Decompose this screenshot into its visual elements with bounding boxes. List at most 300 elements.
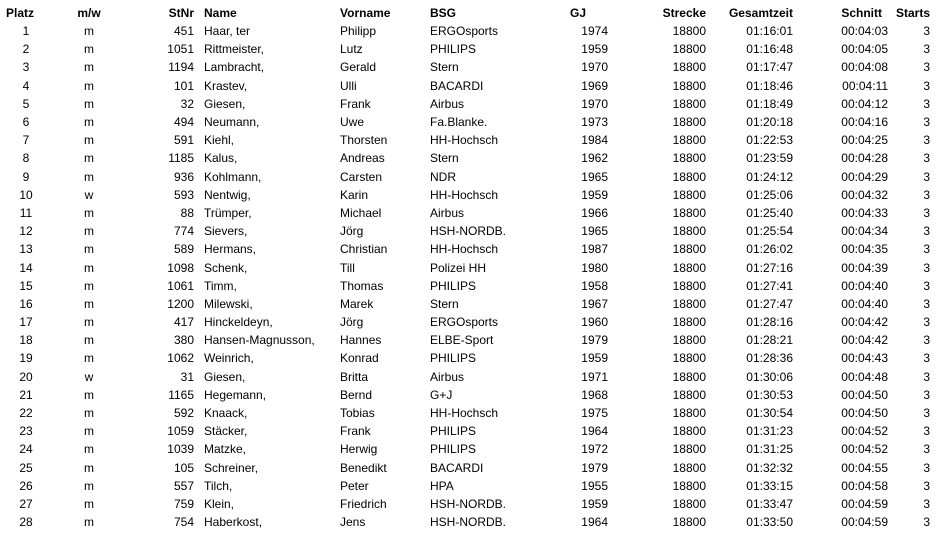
cell-vorname: Konrad xyxy=(340,351,379,366)
cell-vorname: Jörg xyxy=(340,315,364,330)
cell-vorname: Herwig xyxy=(340,442,378,457)
cell-strecke: 18800 xyxy=(672,478,706,493)
cell-stnr: 494 xyxy=(173,115,194,130)
cell-stnr: 1061 xyxy=(167,278,194,293)
cell-schnitt: 00:04:34 xyxy=(841,224,888,239)
table-row xyxy=(0,95,936,113)
table-row xyxy=(0,168,936,186)
header-row xyxy=(0,4,936,22)
cell-bsg: Airbus xyxy=(430,205,465,220)
cell-gesamtzeit: 01:26:02 xyxy=(746,242,793,257)
cell-strecke: 18800 xyxy=(672,351,706,366)
cell-stnr: 1165 xyxy=(168,387,194,402)
cell-vorname: Bernd xyxy=(340,387,373,402)
cell-gj: 1966 xyxy=(581,205,608,220)
cell-gj: 1972 xyxy=(581,442,608,457)
cell-mw: m xyxy=(84,133,94,148)
cell-stnr: 417 xyxy=(173,315,194,330)
cell-mw: m xyxy=(84,496,94,511)
cell-platz: 17 xyxy=(19,315,33,330)
cell-name: Knaack, xyxy=(204,406,248,421)
cell-name: Rittmeister, xyxy=(204,42,265,57)
cell-strecke: 18800 xyxy=(672,296,706,311)
col-header-vorname: Vorname xyxy=(340,6,391,20)
cell-gesamtzeit: 01:22:53 xyxy=(746,133,793,148)
cell-schnitt: 00:04:58 xyxy=(841,478,888,493)
cell-mw: m xyxy=(84,260,94,275)
cell-bsg: Polizei HH xyxy=(430,260,487,275)
cell-name: Stäcker, xyxy=(204,424,248,439)
cell-strecke: 18800 xyxy=(672,406,706,421)
cell-platz: 6 xyxy=(22,115,30,130)
table-row xyxy=(0,131,936,149)
cell-mw: m xyxy=(84,478,94,493)
cell-platz: 7 xyxy=(22,133,30,148)
cell-starts: 3 xyxy=(923,387,930,402)
cell-mw: w xyxy=(84,369,94,384)
cell-starts: 3 xyxy=(923,78,930,93)
cell-starts: 3 xyxy=(923,351,930,366)
cell-vorname: Frank xyxy=(340,424,371,439)
cell-strecke: 18800 xyxy=(672,60,706,75)
cell-mw: w xyxy=(84,187,94,202)
cell-stnr: 1194 xyxy=(168,60,194,75)
cell-mw: m xyxy=(84,96,94,111)
cell-bsg: G+J xyxy=(430,387,453,402)
cell-stnr: 557 xyxy=(173,478,194,493)
cell-gj: 1967 xyxy=(581,296,608,311)
table-row xyxy=(0,477,936,495)
cell-spacer xyxy=(194,22,204,40)
cell-spacer xyxy=(194,222,204,240)
col-header-gj: GJ xyxy=(569,6,586,20)
cell-name: Lambracht, xyxy=(204,60,265,75)
cell-bsg: Stern xyxy=(430,60,459,75)
cell-gj: 1959 xyxy=(581,496,608,511)
cell-gesamtzeit: 01:30:06 xyxy=(746,369,793,384)
cell-spacer xyxy=(194,513,204,531)
cell-gj: 1964 xyxy=(581,424,608,439)
cell-schnitt: 00:04:32 xyxy=(841,187,888,202)
cell-spacer xyxy=(194,495,204,513)
cell-spacer xyxy=(194,440,204,458)
cell-schnitt: 00:04:43 xyxy=(841,351,888,366)
cell-starts: 3 xyxy=(923,333,930,348)
cell-platz: 3 xyxy=(22,60,30,75)
cell-starts: 3 xyxy=(923,151,930,166)
cell-starts: 3 xyxy=(923,242,930,257)
cell-name: Krastev, xyxy=(204,78,248,93)
cell-stnr: 589 xyxy=(173,242,194,257)
cell-strecke: 18800 xyxy=(672,205,706,220)
cell-mw: m xyxy=(84,278,94,293)
cell-vorname: Carsten xyxy=(340,169,383,184)
cell-schnitt: 00:04:33 xyxy=(841,205,888,220)
table-row xyxy=(0,40,936,58)
cell-bsg: PHILIPS xyxy=(430,42,477,57)
cell-bsg: Airbus xyxy=(430,369,465,384)
cell-starts: 3 xyxy=(923,260,930,275)
cell-spacer xyxy=(194,277,204,295)
cell-strecke: 18800 xyxy=(672,278,706,293)
cell-strecke: 18800 xyxy=(672,333,706,348)
cell-strecke: 18800 xyxy=(672,78,706,93)
cell-mw: m xyxy=(84,315,94,330)
table-row xyxy=(0,513,936,531)
cell-strecke: 18800 xyxy=(672,369,706,384)
cell-vorname: Andreas xyxy=(340,151,385,166)
cell-mw: m xyxy=(84,151,94,166)
cell-vorname: Britta xyxy=(340,369,369,384)
cell-gj: 1987 xyxy=(581,242,608,257)
cell-gesamtzeit: 01:31:25 xyxy=(746,442,793,457)
cell-mw: m xyxy=(84,42,94,57)
cell-starts: 3 xyxy=(923,496,930,511)
cell-bsg: HH-Hochsch xyxy=(430,242,499,257)
cell-schnitt: 00:04:16 xyxy=(841,115,888,130)
cell-gesamtzeit: 01:17:47 xyxy=(746,60,793,75)
cell-mw: m xyxy=(84,205,94,220)
cell-name: Tilch, xyxy=(204,478,233,493)
cell-strecke: 18800 xyxy=(672,42,706,57)
cell-name: Haar, ter xyxy=(204,24,251,39)
cell-gj: 1980 xyxy=(581,260,608,275)
cell-gj: 1962 xyxy=(581,151,608,166)
cell-gj: 1955 xyxy=(581,478,608,493)
cell-vorname: Karin xyxy=(340,187,369,202)
cell-name: Matzke, xyxy=(204,442,247,457)
cell-stnr: 451 xyxy=(173,24,194,39)
cell-gesamtzeit: 01:27:47 xyxy=(746,296,793,311)
cell-platz: 18 xyxy=(19,333,33,348)
cell-name: Hinckeldeyn, xyxy=(204,315,273,330)
cell-name: Neumann, xyxy=(204,115,260,130)
cell-bsg: Stern xyxy=(430,296,459,311)
cell-platz: 21 xyxy=(19,387,33,402)
cell-name: Sievers, xyxy=(204,224,248,239)
cell-spacer xyxy=(194,204,204,222)
cell-starts: 3 xyxy=(923,424,930,439)
cell-schnitt: 00:04:08 xyxy=(841,60,888,75)
table-row xyxy=(0,204,936,222)
cell-vorname: Thomas xyxy=(340,278,384,293)
col-header-stnr: StNr xyxy=(168,6,194,20)
col-header-bsg: BSG xyxy=(430,6,457,20)
table-row xyxy=(0,331,936,349)
cell-gj: 1959 xyxy=(581,351,608,366)
cell-gesamtzeit: 01:25:54 xyxy=(746,224,793,239)
cell-gesamtzeit: 01:32:32 xyxy=(746,460,793,475)
cell-schnitt: 00:04:55 xyxy=(841,460,888,475)
cell-schnitt: 00:04:11 xyxy=(842,78,888,93)
cell-gj: 1973 xyxy=(581,115,608,130)
cell-platz: 5 xyxy=(22,96,30,111)
cell-schnitt: 00:04:59 xyxy=(841,496,888,511)
cell-schnitt: 00:04:42 xyxy=(841,333,888,348)
cell-mw: m xyxy=(84,460,94,475)
table-row xyxy=(0,295,936,313)
cell-starts: 3 xyxy=(923,296,930,311)
cell-gj: 1971 xyxy=(581,369,608,384)
cell-bsg: HSH-NORDB. xyxy=(430,515,507,530)
cell-starts: 3 xyxy=(923,315,930,330)
cell-bsg: HSH-NORDB. xyxy=(430,224,507,239)
cell-spacer xyxy=(194,77,204,95)
cell-gesamtzeit: 01:33:15 xyxy=(746,478,793,493)
cell-stnr: 1185 xyxy=(168,151,194,166)
cell-vorname: Philipp xyxy=(340,24,377,39)
cell-spacer xyxy=(194,113,204,131)
cell-schnitt: 00:04:52 xyxy=(841,442,888,457)
cell-name: Kiehl, xyxy=(204,133,235,148)
cell-schnitt: 00:04:25 xyxy=(841,133,888,148)
cell-strecke: 18800 xyxy=(672,424,706,439)
cell-strecke: 18800 xyxy=(672,115,706,130)
cell-stnr: 592 xyxy=(173,406,194,421)
cell-starts: 3 xyxy=(923,278,930,293)
cell-platz: 13 xyxy=(19,242,33,257)
cell-schnitt: 00:04:03 xyxy=(841,24,888,39)
cell-gj: 1969 xyxy=(581,78,608,93)
table-body xyxy=(0,22,936,531)
cell-name: Milewski, xyxy=(204,296,253,311)
cell-gesamtzeit: 01:24:12 xyxy=(746,169,793,184)
cell-stnr: 31 xyxy=(180,369,194,384)
cell-name: Hansen-Magnusson, xyxy=(204,333,315,348)
cell-vorname: Lutz xyxy=(340,42,363,57)
cell-schnitt: 00:04:12 xyxy=(841,96,888,111)
cell-gj: 1984 xyxy=(581,133,608,148)
cell-bsg: PHILIPS xyxy=(430,424,477,439)
cell-vorname: Marek xyxy=(340,296,374,311)
cell-mw: m xyxy=(84,242,94,257)
cell-platz: 11 xyxy=(19,205,33,220)
cell-stnr: 88 xyxy=(180,205,194,220)
cell-gesamtzeit: 01:27:16 xyxy=(746,260,793,275)
cell-starts: 3 xyxy=(923,406,930,421)
cell-mw: m xyxy=(84,406,94,421)
cell-stnr: 593 xyxy=(173,187,194,202)
cell-platz: 23 xyxy=(19,424,33,439)
cell-bsg: ERGOsports xyxy=(430,315,499,330)
cell-platz: 22 xyxy=(19,406,33,421)
cell-starts: 3 xyxy=(923,115,930,130)
cell-platz: 20 xyxy=(19,369,33,384)
cell-platz: 12 xyxy=(19,224,33,239)
table-row xyxy=(0,258,936,276)
cell-schnitt: 00:04:52 xyxy=(841,424,888,439)
cell-gesamtzeit: 01:33:50 xyxy=(746,515,793,530)
cell-gj: 1970 xyxy=(581,96,608,111)
cell-spacer xyxy=(194,58,204,76)
cell-name: Giesen, xyxy=(204,96,246,111)
cell-stnr: 1059 xyxy=(167,424,194,439)
cell-gesamtzeit: 01:28:16 xyxy=(746,315,793,330)
cell-name: Schreiner, xyxy=(204,460,259,475)
cell-mw: m xyxy=(84,442,94,457)
table-row xyxy=(0,386,936,404)
cell-gesamtzeit: 01:18:49 xyxy=(746,96,793,111)
cell-stnr: 591 xyxy=(173,133,194,148)
cell-bsg: BACARDI xyxy=(430,460,484,475)
cell-stnr: 380 xyxy=(173,333,194,348)
col-header-mw: m/w xyxy=(77,6,101,20)
cell-starts: 3 xyxy=(923,24,930,39)
table-row xyxy=(0,459,936,477)
cell-gesamtzeit: 01:31:23 xyxy=(746,424,793,439)
cell-name: Haberkost, xyxy=(204,515,263,530)
cell-stnr: 1200 xyxy=(167,296,194,311)
cell-bsg: Airbus xyxy=(430,96,465,111)
cell-strecke: 18800 xyxy=(672,496,706,511)
cell-name: Klein, xyxy=(204,496,235,511)
cell-gj: 1964 xyxy=(581,515,608,530)
cell-schnitt: 00:04:39 xyxy=(841,260,888,275)
table-row xyxy=(0,186,936,204)
cell-platz: 2 xyxy=(22,42,30,57)
cell-platz: 10 xyxy=(19,187,33,202)
cell-starts: 3 xyxy=(923,460,930,475)
cell-gj: 1958 xyxy=(581,278,608,293)
cell-vorname: Christian xyxy=(340,242,388,257)
cell-bsg: HH-Hochsch xyxy=(430,187,499,202)
table-row xyxy=(0,22,936,40)
table-row xyxy=(0,495,936,513)
cell-strecke: 18800 xyxy=(672,515,706,530)
cell-gj: 1979 xyxy=(581,333,608,348)
col-header-platz: Platz xyxy=(6,6,35,20)
cell-vorname: Frank xyxy=(340,96,371,111)
cell-strecke: 18800 xyxy=(672,187,706,202)
cell-gj: 1970 xyxy=(581,60,608,75)
cell-gesamtzeit: 01:30:53 xyxy=(746,387,793,402)
cell-mw: m xyxy=(84,515,94,530)
col-spacer xyxy=(194,4,204,22)
cell-name: Hegemann, xyxy=(204,387,267,402)
col-header-name: Name xyxy=(204,6,237,20)
table-row xyxy=(0,222,936,240)
cell-vorname: Ulli xyxy=(340,78,357,93)
cell-bsg: ERGOsports xyxy=(430,24,499,39)
col-header-strecke: Strecke xyxy=(662,6,706,20)
cell-stnr: 1039 xyxy=(167,442,194,457)
cell-name: Timm, xyxy=(204,278,237,293)
cell-bsg: BACARDI xyxy=(430,78,484,93)
cell-strecke: 18800 xyxy=(672,224,706,239)
cell-schnitt: 00:04:59 xyxy=(841,515,888,530)
cell-starts: 3 xyxy=(923,205,930,220)
cell-stnr: 936 xyxy=(173,169,194,184)
cell-platz: 16 xyxy=(19,296,33,311)
cell-name: Trümper, xyxy=(204,205,252,220)
cell-gesamtzeit: 01:27:41 xyxy=(746,278,793,293)
cell-mw: m xyxy=(84,351,94,366)
cell-spacer xyxy=(194,149,204,167)
cell-name: Kohlmann, xyxy=(204,169,262,184)
cell-gesamtzeit: 01:28:21 xyxy=(746,333,793,348)
table-row xyxy=(0,404,936,422)
cell-strecke: 18800 xyxy=(672,460,706,475)
cell-gesamtzeit: 01:20:18 xyxy=(746,115,793,130)
cell-bsg: Stern xyxy=(430,151,459,166)
cell-platz: 25 xyxy=(19,460,33,475)
results-table xyxy=(0,4,936,531)
cell-stnr: 1098 xyxy=(167,260,194,275)
cell-gj: 1979 xyxy=(581,460,608,475)
cell-strecke: 18800 xyxy=(672,151,706,166)
cell-schnitt: 00:04:50 xyxy=(841,406,888,421)
cell-strecke: 18800 xyxy=(672,315,706,330)
cell-schnitt: 00:04:50 xyxy=(841,387,888,402)
cell-stnr: 774 xyxy=(173,224,194,239)
cell-platz: 28 xyxy=(19,515,33,530)
table-row xyxy=(0,440,936,458)
cell-name: Giesen, xyxy=(204,369,246,384)
cell-platz: 15 xyxy=(19,278,33,293)
table-row xyxy=(0,113,936,131)
cell-mw: m xyxy=(84,224,94,239)
cell-schnitt: 00:04:40 xyxy=(841,278,888,293)
col-header-schnitt: Schnitt xyxy=(841,6,882,20)
cell-starts: 3 xyxy=(923,96,930,111)
table-row xyxy=(0,422,936,440)
cell-starts: 3 xyxy=(923,169,930,184)
cell-starts: 3 xyxy=(923,187,930,202)
cell-stnr: 1051 xyxy=(167,42,194,57)
cell-spacer xyxy=(194,168,204,186)
cell-stnr: 1062 xyxy=(167,351,194,366)
cell-platz: 8 xyxy=(22,151,30,166)
cell-spacer xyxy=(194,477,204,495)
cell-bsg: Fa.Blanke. xyxy=(430,115,488,130)
cell-gesamtzeit: 01:25:06 xyxy=(746,187,793,202)
cell-stnr: 754 xyxy=(173,515,194,530)
cell-mw: m xyxy=(84,424,94,439)
cell-platz: 19 xyxy=(19,351,33,366)
cell-schnitt: 00:04:48 xyxy=(841,369,888,384)
cell-spacer xyxy=(194,131,204,149)
cell-platz: 9 xyxy=(22,169,30,184)
cell-gesamtzeit: 01:18:46 xyxy=(746,78,793,93)
cell-gj: 1968 xyxy=(581,387,608,402)
cell-starts: 3 xyxy=(923,442,930,457)
cell-name: Weinrich, xyxy=(204,351,254,366)
cell-stnr: 32 xyxy=(180,96,194,111)
cell-vorname: Benedikt xyxy=(340,460,387,475)
cell-spacer xyxy=(194,186,204,204)
cell-starts: 3 xyxy=(923,60,930,75)
cell-strecke: 18800 xyxy=(672,442,706,457)
cell-spacer xyxy=(194,95,204,113)
cell-spacer xyxy=(194,404,204,422)
col-header-gesamtzeit: Gesamtzeit xyxy=(728,6,793,20)
cell-bsg: PHILIPS xyxy=(430,442,477,457)
table-row xyxy=(0,368,936,386)
cell-spacer xyxy=(194,331,204,349)
cell-vorname: Uwe xyxy=(340,115,365,130)
cell-bsg: PHILIPS xyxy=(430,278,477,293)
cell-vorname: Thorsten xyxy=(340,133,388,148)
cell-spacer xyxy=(194,295,204,313)
cell-starts: 3 xyxy=(923,224,930,239)
cell-gj: 1975 xyxy=(581,406,608,421)
cell-bsg: HH-Hochsch xyxy=(430,133,499,148)
cell-strecke: 18800 xyxy=(672,169,706,184)
table-row xyxy=(0,240,936,258)
cell-mw: m xyxy=(84,333,94,348)
cell-bsg: HH-Hochsch xyxy=(430,406,499,421)
cell-gesamtzeit: 01:16:48 xyxy=(746,42,793,57)
